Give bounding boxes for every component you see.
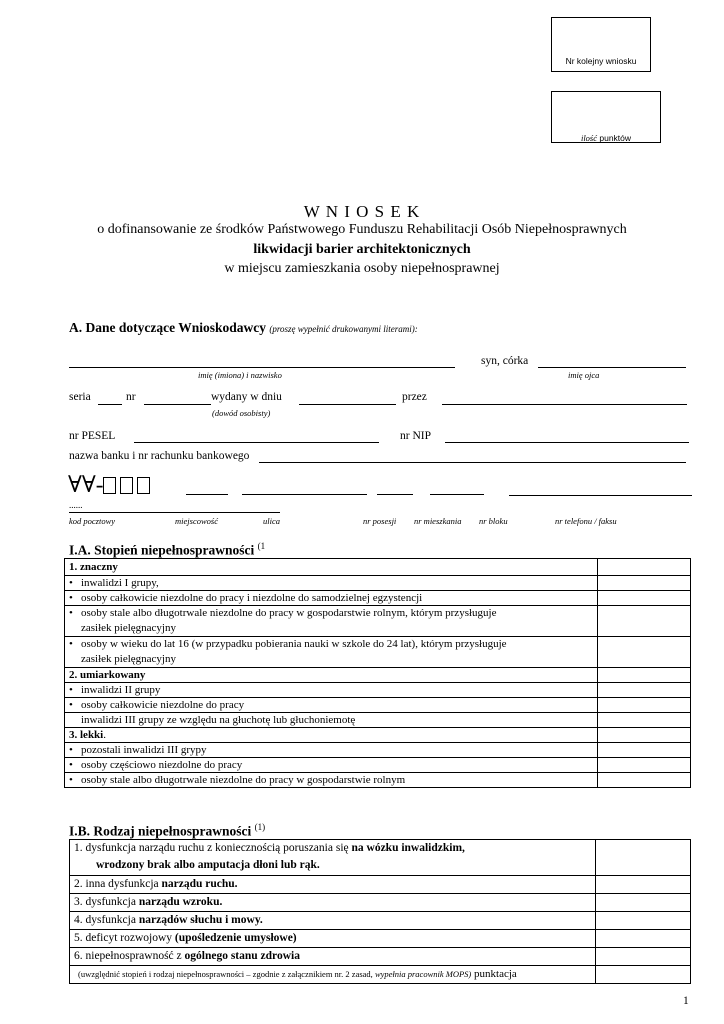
seria-input[interactable] (98, 404, 122, 405)
postcode-caption: kod pocztowy (69, 516, 116, 526)
ia-row-2-text: • inwalidzi I grupy, (65, 576, 598, 591)
ia-row-1-checkbox (598, 559, 691, 576)
table-row (65, 637, 691, 668)
city-input[interactable] (186, 494, 228, 495)
table-row (65, 559, 691, 576)
ib-row-2-text: 2. inna dysfunkcja narządu ruchu. (70, 876, 596, 894)
issued-by-input[interactable] (442, 404, 687, 405)
table-row (70, 912, 691, 930)
ia-row-10-checkbox (598, 728, 691, 743)
address-dots: ...... (69, 500, 83, 510)
table-row (65, 591, 691, 606)
ib-row-5-checkbox[interactable] (596, 930, 691, 948)
ib-row-4-checkbox[interactable] (596, 912, 691, 930)
disability-degree-table (64, 558, 691, 788)
application-number-label: Nr kolejny wniosku (565, 56, 637, 66)
ia-row-8-checkbox[interactable] (598, 698, 691, 713)
ib-row-2-checkbox[interactable] (596, 876, 691, 894)
title-line1: o dofinansowanie ze środków Państwowego Funduszu Rehabilitacji Osób Niepełnosprawnych (97, 222, 627, 237)
father-name-input[interactable] (538, 367, 686, 368)
table-row (65, 683, 691, 698)
ia-row-13-checkbox[interactable] (598, 773, 691, 788)
pesel-input[interactable] (134, 442, 379, 443)
phone-input[interactable] (509, 495, 692, 496)
section-ib-heading: I.B. Rodzaj niepełnosprawności $^{(1)}$ (69, 822, 266, 839)
table-row (65, 606, 691, 637)
table-row (70, 966, 691, 984)
table-row (65, 728, 691, 743)
ia-row-12-checkbox[interactable] (598, 758, 691, 773)
ia-row-9-checkbox[interactable] (598, 713, 691, 728)
name-input[interactable] (69, 367, 455, 368)
city-caption: miejscowość (175, 516, 218, 526)
table-row (65, 668, 691, 683)
ia-row-4-checkbox[interactable] (598, 606, 691, 637)
house-number-input[interactable] (377, 494, 413, 495)
ib-row-3-checkbox[interactable] (596, 894, 691, 912)
ia-row-5-checkbox[interactable] (598, 637, 691, 668)
table-row (65, 773, 691, 788)
ia-row-1-text: 1. znaczny (65, 559, 598, 576)
title-main: W N I O S E K (303, 202, 421, 221)
table-row (70, 948, 691, 966)
father-name-caption: imię ojca (568, 370, 600, 380)
issue-date-input[interactable] (299, 404, 396, 405)
street-caption: ulica (263, 516, 280, 526)
disability-type-table (69, 839, 691, 984)
ib-row-6-checkbox[interactable] (596, 948, 691, 966)
syn-corka-label: syn, córka (481, 355, 529, 367)
ia-row-4-text: • osoby stale albo długotrwale niezdolne do pracy w gospodarstwie rolnym, którym przysługuje zasiłek pielęgnacyjny (65, 606, 598, 637)
ia-row-2-checkbox[interactable] (598, 576, 691, 591)
section-ia-heading: I.A. Stopień niepełnosprawności $^{(1}$ (69, 541, 266, 558)
ia-row-10-text: 3. lekki. (65, 728, 598, 743)
ia-row-9-text: inwalidzi III grupy ze względu na głuchotę lub głuchoniemotę (65, 713, 598, 728)
ib-row-3-text: 3. dysfunkcja narządu wzroku. (70, 894, 596, 912)
table-row (65, 758, 691, 773)
ia-row-8-text: • osoby całkowicie niezdolne do pracy (65, 698, 598, 713)
ib-scoring-value[interactable] (596, 966, 691, 984)
section-a-heading: A. Dane dotyczące Wnioskodawcy (proszę wypełnić drukowanymi literami): (69, 320, 418, 335)
przez-label: przez (402, 391, 427, 403)
ia-row-6-text: 2. umiarkowany (65, 668, 598, 683)
postcode-field[interactable]: ∀∀- (68, 472, 154, 498)
house-number-caption: nr posesji (363, 516, 397, 526)
table-row (70, 876, 691, 894)
ia-row-7-text: • inwalidzi II grupy (65, 683, 598, 698)
table-row (65, 713, 691, 728)
block-number-caption: nr bloku (479, 516, 508, 526)
nip-label: nr NIP (400, 430, 431, 442)
wydany-label: wydany w dniu (211, 391, 282, 403)
id-card-caption: (dowód osobisty) (212, 408, 271, 418)
ia-row-13-text: • osoby stale albo długotrwale niezdolne do pracy w gospodarstwie rolnym (65, 773, 598, 788)
ib-row-4-text: 4. dysfunkcja narządów słuchu i mowy. (70, 912, 596, 930)
seria-label: seria (69, 391, 91, 403)
ia-row-11-checkbox[interactable] (598, 743, 691, 758)
table-row (70, 840, 691, 876)
flat-number-caption: nr mieszkania (414, 516, 462, 526)
title-line2: likwidacji barier architektonicznych (253, 242, 471, 257)
nip-input[interactable] (445, 442, 689, 443)
ia-row-6-checkbox (598, 668, 691, 683)
table-row (65, 698, 691, 713)
table-row (65, 743, 691, 758)
ib-scoring-note: (uwzględnić stopień i rodzaj niepełnosprawności – zgodnie z załącznikiem nr. 2 zasad, wypełnia pracownik MOPS) punktacja (70, 966, 596, 984)
table-row (70, 930, 691, 948)
flat-number-input[interactable] (430, 494, 484, 495)
ib-row-1-text: 1. dysfunkcja narządu ruchu z koniecznością poruszania się na wózku inwalidzkim, wrodzony brak albo amputacja dłoni lub rąk. (70, 840, 596, 876)
ia-row-3-text: • osoby całkowicie niezdolne do pracy i niezdolne do samodzielnej egzystencji (65, 591, 598, 606)
pesel-label: nr PESEL (69, 430, 116, 442)
bank-label: nazwa banku i nr rachunku bankowego (69, 450, 250, 462)
table-row (70, 894, 691, 912)
ia-row-11-text: • pozostali inwalidzi III grypy (65, 743, 598, 758)
name-caption: imię (imiona) i nazwisko (198, 370, 282, 380)
id-number-input[interactable] (144, 404, 211, 405)
phone-caption: nr telefonu / faksu (555, 516, 617, 526)
ia-row-12-text: • osoby częściowo niezdolne do pracy (65, 758, 598, 773)
ib-row-6-text: 6. niepełnosprawność z ogólnego stanu zdrowia (70, 948, 596, 966)
nr-label: nr (126, 391, 136, 403)
street-input[interactable] (242, 494, 367, 495)
section-a-note: (proszę wypełnić drukowanymi literami): (269, 324, 418, 334)
page-number: 1 (683, 995, 689, 1007)
ib-row-1-checkbox[interactable] (596, 840, 691, 876)
bank-input[interactable] (259, 462, 686, 463)
address-underline[interactable] (69, 512, 280, 513)
table-row (65, 576, 691, 591)
points-label: ilość punktów (580, 133, 632, 143)
ia-row-5-text: • osoby w wieku do lat 16 (w przypadku pobierania nauki w szkole do 24 lat), którym przysługuje zasiłek pielęgnacyjny (65, 637, 598, 668)
ib-row-5-text: 5. deficyt rozwojowy (upośledzenie umysłowe) (70, 930, 596, 948)
title-line3: w miejscu zamieszkania osoby niepełnosprawnej (224, 261, 500, 276)
ia-row-7-checkbox[interactable] (598, 683, 691, 698)
ia-row-3-checkbox[interactable] (598, 591, 691, 606)
